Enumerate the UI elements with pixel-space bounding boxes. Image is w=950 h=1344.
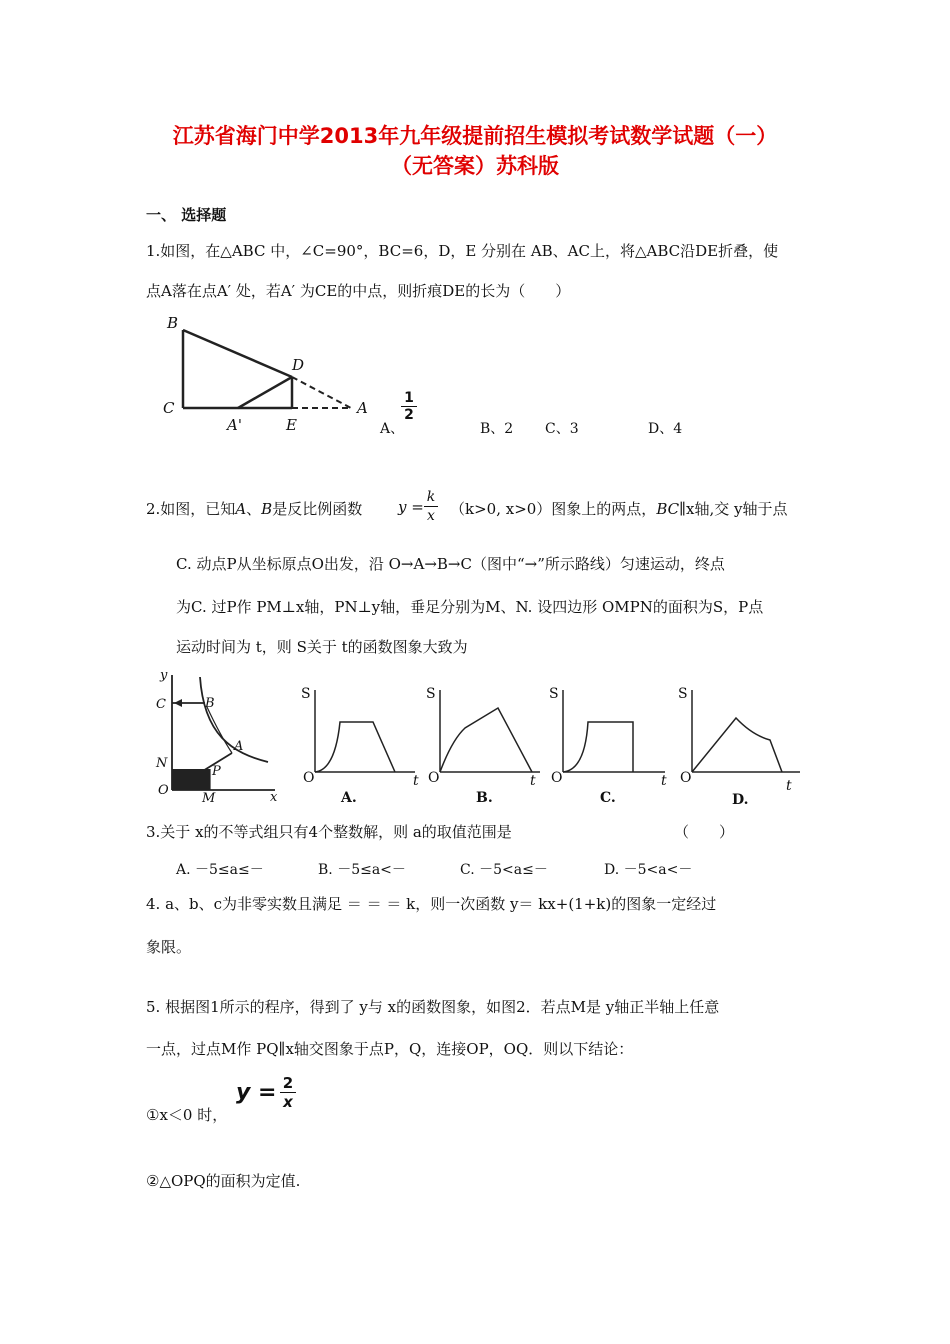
q4-text-line1: 4. a、b、c为非零实数且满足 ＝ ＝ ＝ k，则一次函数 y＝ kx+(1+k)的图象一定经过 [146,895,717,913]
q2-point-a: A [235,500,247,518]
graph-b-label: B. [476,790,493,806]
label-p: P [212,764,221,779]
q5-conclusion-1-lhs: y = [236,1080,277,1105]
arrow-head-icon [174,699,182,707]
q1-option-a-fraction [401,390,417,423]
fraction-denominator: x [424,506,438,525]
graph-a-curve [315,722,395,772]
label-b: B [205,696,215,711]
label-s: S [301,686,311,702]
fraction-denominator: x [280,1092,296,1111]
q1-triangle-figure [155,310,380,435]
graph-c-curve [563,722,633,772]
q2-text-line1-cont [450,498,788,519]
q3-option-d: D. －5<a<－ [604,862,693,878]
label-t: t [413,773,419,789]
q1-text-line2: 点A落在点A′ 处，若A′ 为CE的中点，则折痕DE的长为（ ） [146,282,571,300]
q5-conclusion-1-fraction [280,1074,296,1111]
page-title-line2: （无答案）苏科版 [391,154,559,178]
q3-text-line1: 3.关于 x的不等式组只有4个整数解，则 a的取值范围是 [146,823,512,841]
fraction-denominator: 2 [401,406,417,423]
graph-c-label: C. [600,790,616,806]
label-n: N [156,756,168,771]
q1-option-b: B、2 [480,421,514,437]
graph-b-curve [440,708,532,772]
q2-text-line4: 运动时间为 t，则 S关于 t的函数图象大致为 [176,638,468,656]
q2-mid: 是反比例函数 [272,500,363,518]
q5-text-line1: 5. 根据图1所示的程序，得到了 y与 x的函数图象，如图2．若点M是 y轴正半轴上任意 [146,998,720,1016]
label-o: O [158,783,169,798]
section-heading: 一、 选择题 [146,206,227,224]
label-x: x [270,790,278,805]
q2-text-line3: 为C. 过P作 PM⊥x轴，PN⊥y轴，垂足分别为M、N. 设四边形 OMPN的面积为S，P点 [176,598,764,616]
q5-conclusion-1-prefix: ①x＜0 时， [146,1106,228,1124]
label-o: O [428,770,440,786]
fraction-numerator: 1 [404,390,414,406]
label-s: S [678,686,688,702]
dashed-da [292,377,351,408]
graph-option-a [295,680,425,810]
segment-ab [207,707,232,753]
q3-option-b: B. －5≤a<－ [318,862,406,878]
graph-d-curve [692,718,782,772]
label-a: A [234,739,244,754]
fraction-numerator: 2 [282,1074,294,1092]
label-a-prime: A' [227,416,242,434]
q2-function-fraction [424,488,438,525]
q2-text-line2: C. 动点P从坐标原点O出发，沿 O→A→B→C（图中“→”所示路线）匀速运动，终点 [176,555,725,573]
label-e: E [286,416,297,434]
label-m: M [202,791,216,805]
q2-bc: BC [656,500,680,518]
label-t: t [530,773,536,789]
label-o: O [680,770,692,786]
q1-option-c: C、3 [545,421,579,437]
q1-option-a: A、 [380,421,405,437]
q5-conclusion-2: ②△OPQ的面积为定值. [146,1172,301,1190]
q5-text-line2: 一点，过点M作 PQ∥x轴交图象于点P，Q，连接OP，OQ．则以下结论： [146,1040,634,1058]
label-a: A [357,399,368,417]
q3-answer-paren: （ ） [674,823,735,841]
q2-text-line1 [146,498,362,519]
label-o: O [551,770,563,786]
q2-tail: x轴,交 y轴于点 [686,500,788,518]
q4-text-line2: 象限。 [146,938,192,956]
label-d: D [292,356,305,374]
q2-function-lhs: y = [398,498,424,516]
q2-point-b: B [261,500,273,518]
q2-lead: 2.如图，已知 [146,500,236,518]
page-title-line1: 江苏省海门中学2013年九年级提前招生模拟考试数学试题（一） [172,124,778,148]
segment-bd [183,330,292,377]
label-t: t [661,773,667,789]
q2-sep: 、 [246,500,262,518]
q1-option-d: D、4 [648,421,683,437]
q2-parallel: ∥ [679,500,687,518]
label-s: S [549,686,559,702]
graph-option-d [672,680,807,810]
label-c: C [156,697,166,712]
q2-condition: （k>0, x>0）图象上的两点， [450,500,657,518]
label-t: t [786,778,792,794]
graph-option-c [543,680,673,810]
rect-ompn [172,769,210,790]
fraction-numerator: k [426,489,436,505]
q2-hyperbola-figure [150,665,290,805]
label-y: y [160,668,168,683]
q3-option-c: C. －5<a≤－ [460,862,548,878]
label-b: B [167,314,179,332]
segment-a-prime-d [238,377,292,408]
q3-option-a: A. －5≤a≤－ [176,862,264,878]
label-c: C [163,399,175,417]
graph-option-b [420,680,550,810]
graph-a-label: A. [341,790,357,806]
q1-text-line1: 1.如图，在△ABC 中，∠C=90°，BC=6，D，E 分别在 AB、AC上，将△ABC沿DE折叠，使 [146,242,779,260]
label-s: S [426,686,436,702]
label-o: O [303,770,315,786]
graph-d-label: D. [732,792,749,808]
